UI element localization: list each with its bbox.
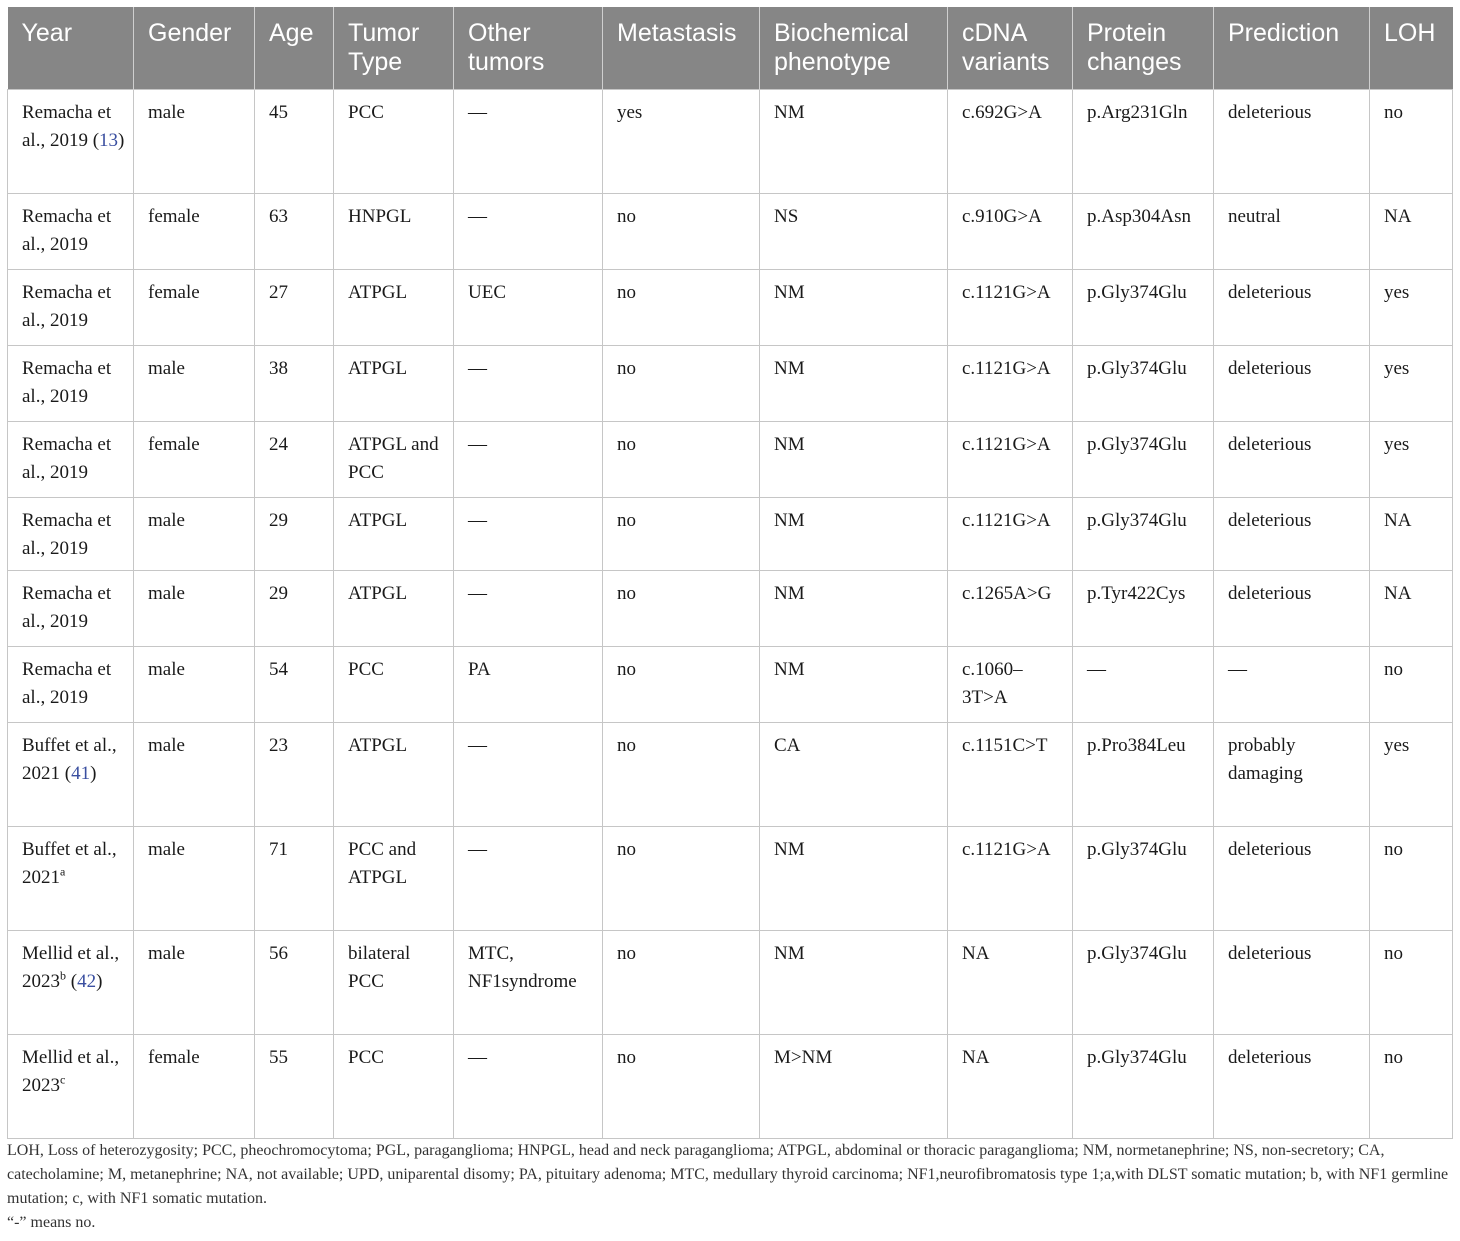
cell-other-tumors: — (454, 194, 603, 270)
cell-metastasis: no (603, 422, 760, 498)
cell-other-tumors: MTC, NF1syndrome (454, 931, 603, 1035)
cell-protein: p.Gly374Glu (1073, 931, 1214, 1035)
cell-biochemical: NM (760, 270, 948, 346)
cell-cdna: c.1121G>A (948, 422, 1073, 498)
cell-gender: female (134, 1035, 255, 1139)
cell-other-tumors: — (454, 827, 603, 931)
table-row (8, 827, 1453, 931)
cell-prediction: deleterious (1214, 571, 1370, 647)
table-row (8, 571, 1453, 647)
cell-age: 54 (255, 647, 334, 723)
cell-biochemical: NM (760, 827, 948, 931)
cell-cdna: c.1060–3T>A (948, 647, 1073, 723)
cell-year: Remacha et al., 2019 (8, 571, 134, 647)
cell-year: Buffet et al., 2021$^a$ (8, 827, 134, 931)
cell-loh: no (1370, 931, 1453, 1035)
cell-year: Remacha et al., 2019 (8, 346, 134, 422)
mutation-table (7, 7, 1453, 1139)
cell-gender: male (134, 931, 255, 1035)
table-row (8, 647, 1453, 723)
header-year: Year (8, 7, 134, 90)
cell-other-tumors: PA (454, 647, 603, 723)
header-protein-changes: Protein changes (1073, 7, 1214, 90)
header-age: Age (255, 7, 334, 90)
cell-prediction: deleterious (1214, 346, 1370, 422)
cell-prediction: deleterious (1214, 1035, 1370, 1139)
cell-gender: male (134, 827, 255, 931)
reference-link[interactable]: 13 (99, 129, 119, 151)
cell-year: Remacha et al., 2019 (8, 194, 134, 270)
table-row (8, 270, 1453, 346)
cell-cdna: NA (948, 931, 1073, 1035)
cell-metastasis: yes (603, 90, 760, 194)
table-row (8, 346, 1453, 422)
header-cdna-variants: cDNA variants (948, 7, 1073, 90)
cell-metastasis: no (603, 498, 760, 571)
cell-cdna: c.692G>A (948, 90, 1073, 194)
cell-loh: yes (1370, 270, 1453, 346)
cell-prediction: deleterious (1214, 827, 1370, 931)
cell-loh: yes (1370, 422, 1453, 498)
cell-prediction: deleterious (1214, 931, 1370, 1035)
cell-loh: yes (1370, 723, 1453, 827)
cell-protein: p.Pro384Leu (1073, 723, 1214, 827)
cell-prediction: deleterious (1214, 498, 1370, 571)
cell-age: 27 (255, 270, 334, 346)
cell-gender: female (134, 422, 255, 498)
cell-loh: no (1370, 90, 1453, 194)
cell-other-tumors: — (454, 90, 603, 194)
cell-cdna: c.1121G>A (948, 827, 1073, 931)
cell-gender: male (134, 723, 255, 827)
cell-other-tumors: — (454, 346, 603, 422)
cell-loh: no (1370, 1035, 1453, 1139)
cell-age: 55 (255, 1035, 334, 1139)
cell-tumor-type: ATPGL (334, 571, 454, 647)
cell-gender: female (134, 194, 255, 270)
cell-age: 29 (255, 498, 334, 571)
cell-cdna: c.1151C>T (948, 723, 1073, 827)
cell-year: Buffet et al., 2021 (41) (8, 723, 134, 827)
cell-prediction: deleterious (1214, 90, 1370, 194)
cell-loh: NA (1370, 498, 1453, 571)
table-row (8, 723, 1453, 827)
header-loh: LOH (1370, 7, 1453, 90)
cell-gender: male (134, 346, 255, 422)
dash-note: “-” means no. (7, 1214, 96, 1231)
cell-year: Remacha et al., 2019 (8, 270, 134, 346)
footnote-marker: b (60, 968, 66, 983)
cell-other-tumors: — (454, 498, 603, 571)
cell-tumor-type: PCC and ATPGL (334, 827, 454, 931)
cell-loh: no (1370, 647, 1453, 723)
cell-tumor-type: PCC (334, 90, 454, 194)
cell-tumor-type: PCC (334, 647, 454, 723)
cell-age: 56 (255, 931, 334, 1035)
cell-tumor-type: ATPGL (334, 498, 454, 571)
cell-protein: — (1073, 647, 1214, 723)
cell-protein: p.Asp304Asn (1073, 194, 1214, 270)
cell-cdna: c.910G>A (948, 194, 1073, 270)
cell-loh: yes (1370, 346, 1453, 422)
cell-biochemical: NM (760, 571, 948, 647)
cell-age: 63 (255, 194, 334, 270)
footnote-marker: a (60, 864, 66, 879)
cell-protein: p.Gly374Glu (1073, 498, 1214, 571)
header-other-tumors: Other tumors (454, 7, 603, 90)
cell-tumor-type: bilateral PCC (334, 931, 454, 1035)
cell-tumor-type: ATPGL (334, 723, 454, 827)
cell-protein: p.Gly374Glu (1073, 422, 1214, 498)
cell-age: 29 (255, 571, 334, 647)
cell-tumor-type: HNPGL (334, 194, 454, 270)
cell-metastasis: no (603, 270, 760, 346)
cell-gender: male (134, 90, 255, 194)
cell-biochemical: M>NM (760, 1035, 948, 1139)
cell-metastasis: no (603, 827, 760, 931)
cell-cdna: NA (948, 1035, 1073, 1139)
table-row (8, 422, 1453, 498)
abbreviations-note: LOH, Loss of heterozygosity; PCC, pheochromocytoma; PGL, paraganglioma; HNPGL, head and neck paraganglioma; ATPGL, abdominal or thoracic paraganglioma; NM, normetanephrine; NS, non-secretory; CA, catecholamine; M, metanephrine; NA, not available; UPD, uniparental disomy; PA, pituitary adenoma; MTC, medullary thyroid carcinoma; NF1,neurofibromatosis type 1;a,with DLST somatic mutation; b, with NF1 germline mutation; c, with NF1 somatic mutation. (7, 1142, 1449, 1207)
cell-year: Remacha et al., 2019 (8, 422, 134, 498)
cell-metastasis: no (603, 723, 760, 827)
cell-prediction: deleterious (1214, 270, 1370, 346)
cell-cdna: c.1121G>A (948, 270, 1073, 346)
cell-prediction: neutral (1214, 194, 1370, 270)
cell-metastasis: no (603, 647, 760, 723)
cell-gender: female (134, 270, 255, 346)
cell-tumor-type: ATPGL (334, 270, 454, 346)
header-metastasis: Metastasis (603, 7, 760, 90)
table-header-row (8, 7, 1453, 90)
cell-tumor-type: ATPGL and PCC (334, 422, 454, 498)
cell-loh: NA (1370, 194, 1453, 270)
cell-prediction: deleterious (1214, 422, 1370, 498)
cell-gender: male (134, 571, 255, 647)
cell-age: 71 (255, 827, 334, 931)
table-row (8, 931, 1453, 1035)
cell-protein: p.Arg231Gln (1073, 90, 1214, 194)
header-tumor-type: Tumor Type (334, 7, 454, 90)
cell-year: Remacha et al., 2019 (8, 647, 134, 723)
cell-cdna: c.1121G>A (948, 498, 1073, 571)
cell-year: Remacha et al., 2019 (13) (8, 90, 134, 194)
footnote-marker: c (60, 1072, 66, 1087)
cell-prediction: — (1214, 647, 1370, 723)
header-biochemical-phenotype: Biochemical phenotype (760, 7, 948, 90)
cell-biochemical: NM (760, 90, 948, 194)
table-row (8, 498, 1453, 571)
cell-metastasis: no (603, 571, 760, 647)
reference-link[interactable]: 42 (77, 970, 97, 992)
header-prediction: Prediction (1214, 7, 1370, 90)
cell-gender: male (134, 498, 255, 571)
cell-tumor-type: ATPGL (334, 346, 454, 422)
cell-year: Mellid et al., 2023$^c$ (8, 1035, 134, 1139)
cell-other-tumors: — (454, 723, 603, 827)
cell-age: 23 (255, 723, 334, 827)
cell-biochemical: NM (760, 346, 948, 422)
cell-metastasis: no (603, 194, 760, 270)
table-row (8, 1035, 1453, 1139)
cell-cdna: c.1265A>G (948, 571, 1073, 647)
header-gender: Gender (134, 7, 255, 90)
cell-age: 24 (255, 422, 334, 498)
cell-other-tumors: — (454, 422, 603, 498)
cell-biochemical: NS (760, 194, 948, 270)
cell-biochemical: NM (760, 422, 948, 498)
cell-age: 38 (255, 346, 334, 422)
cell-year: Remacha et al., 2019 (8, 498, 134, 571)
cell-loh: no (1370, 827, 1453, 931)
cell-year: Mellid et al., 2023$^b$ (42) (8, 931, 134, 1035)
cell-gender: male (134, 647, 255, 723)
cell-other-tumors: — (454, 1035, 603, 1139)
cell-biochemical: NM (760, 931, 948, 1035)
cell-metastasis: no (603, 1035, 760, 1139)
cell-age: 45 (255, 90, 334, 194)
cell-protein: p.Tyr422Cys (1073, 571, 1214, 647)
table-row (8, 194, 1453, 270)
cell-biochemical: NM (760, 647, 948, 723)
cell-protein: p.Gly374Glu (1073, 1035, 1214, 1139)
cell-loh: NA (1370, 571, 1453, 647)
cell-biochemical: NM (760, 498, 948, 571)
cell-protein: p.Gly374Glu (1073, 827, 1214, 931)
cell-other-tumors: UEC (454, 270, 603, 346)
cell-protein: p.Gly374Glu (1073, 346, 1214, 422)
cell-tumor-type: PCC (334, 1035, 454, 1139)
cell-biochemical: CA (760, 723, 948, 827)
cell-other-tumors: — (454, 571, 603, 647)
cell-protein: p.Gly374Glu (1073, 270, 1214, 346)
table-footnotes (7, 1139, 1457, 1235)
cell-cdna: c.1121G>A (948, 346, 1073, 422)
cell-prediction: probably damaging (1214, 723, 1370, 827)
cell-metastasis: no (603, 346, 760, 422)
reference-link[interactable]: 41 (71, 762, 91, 784)
table-row (8, 90, 1453, 194)
cell-metastasis: no (603, 931, 760, 1035)
